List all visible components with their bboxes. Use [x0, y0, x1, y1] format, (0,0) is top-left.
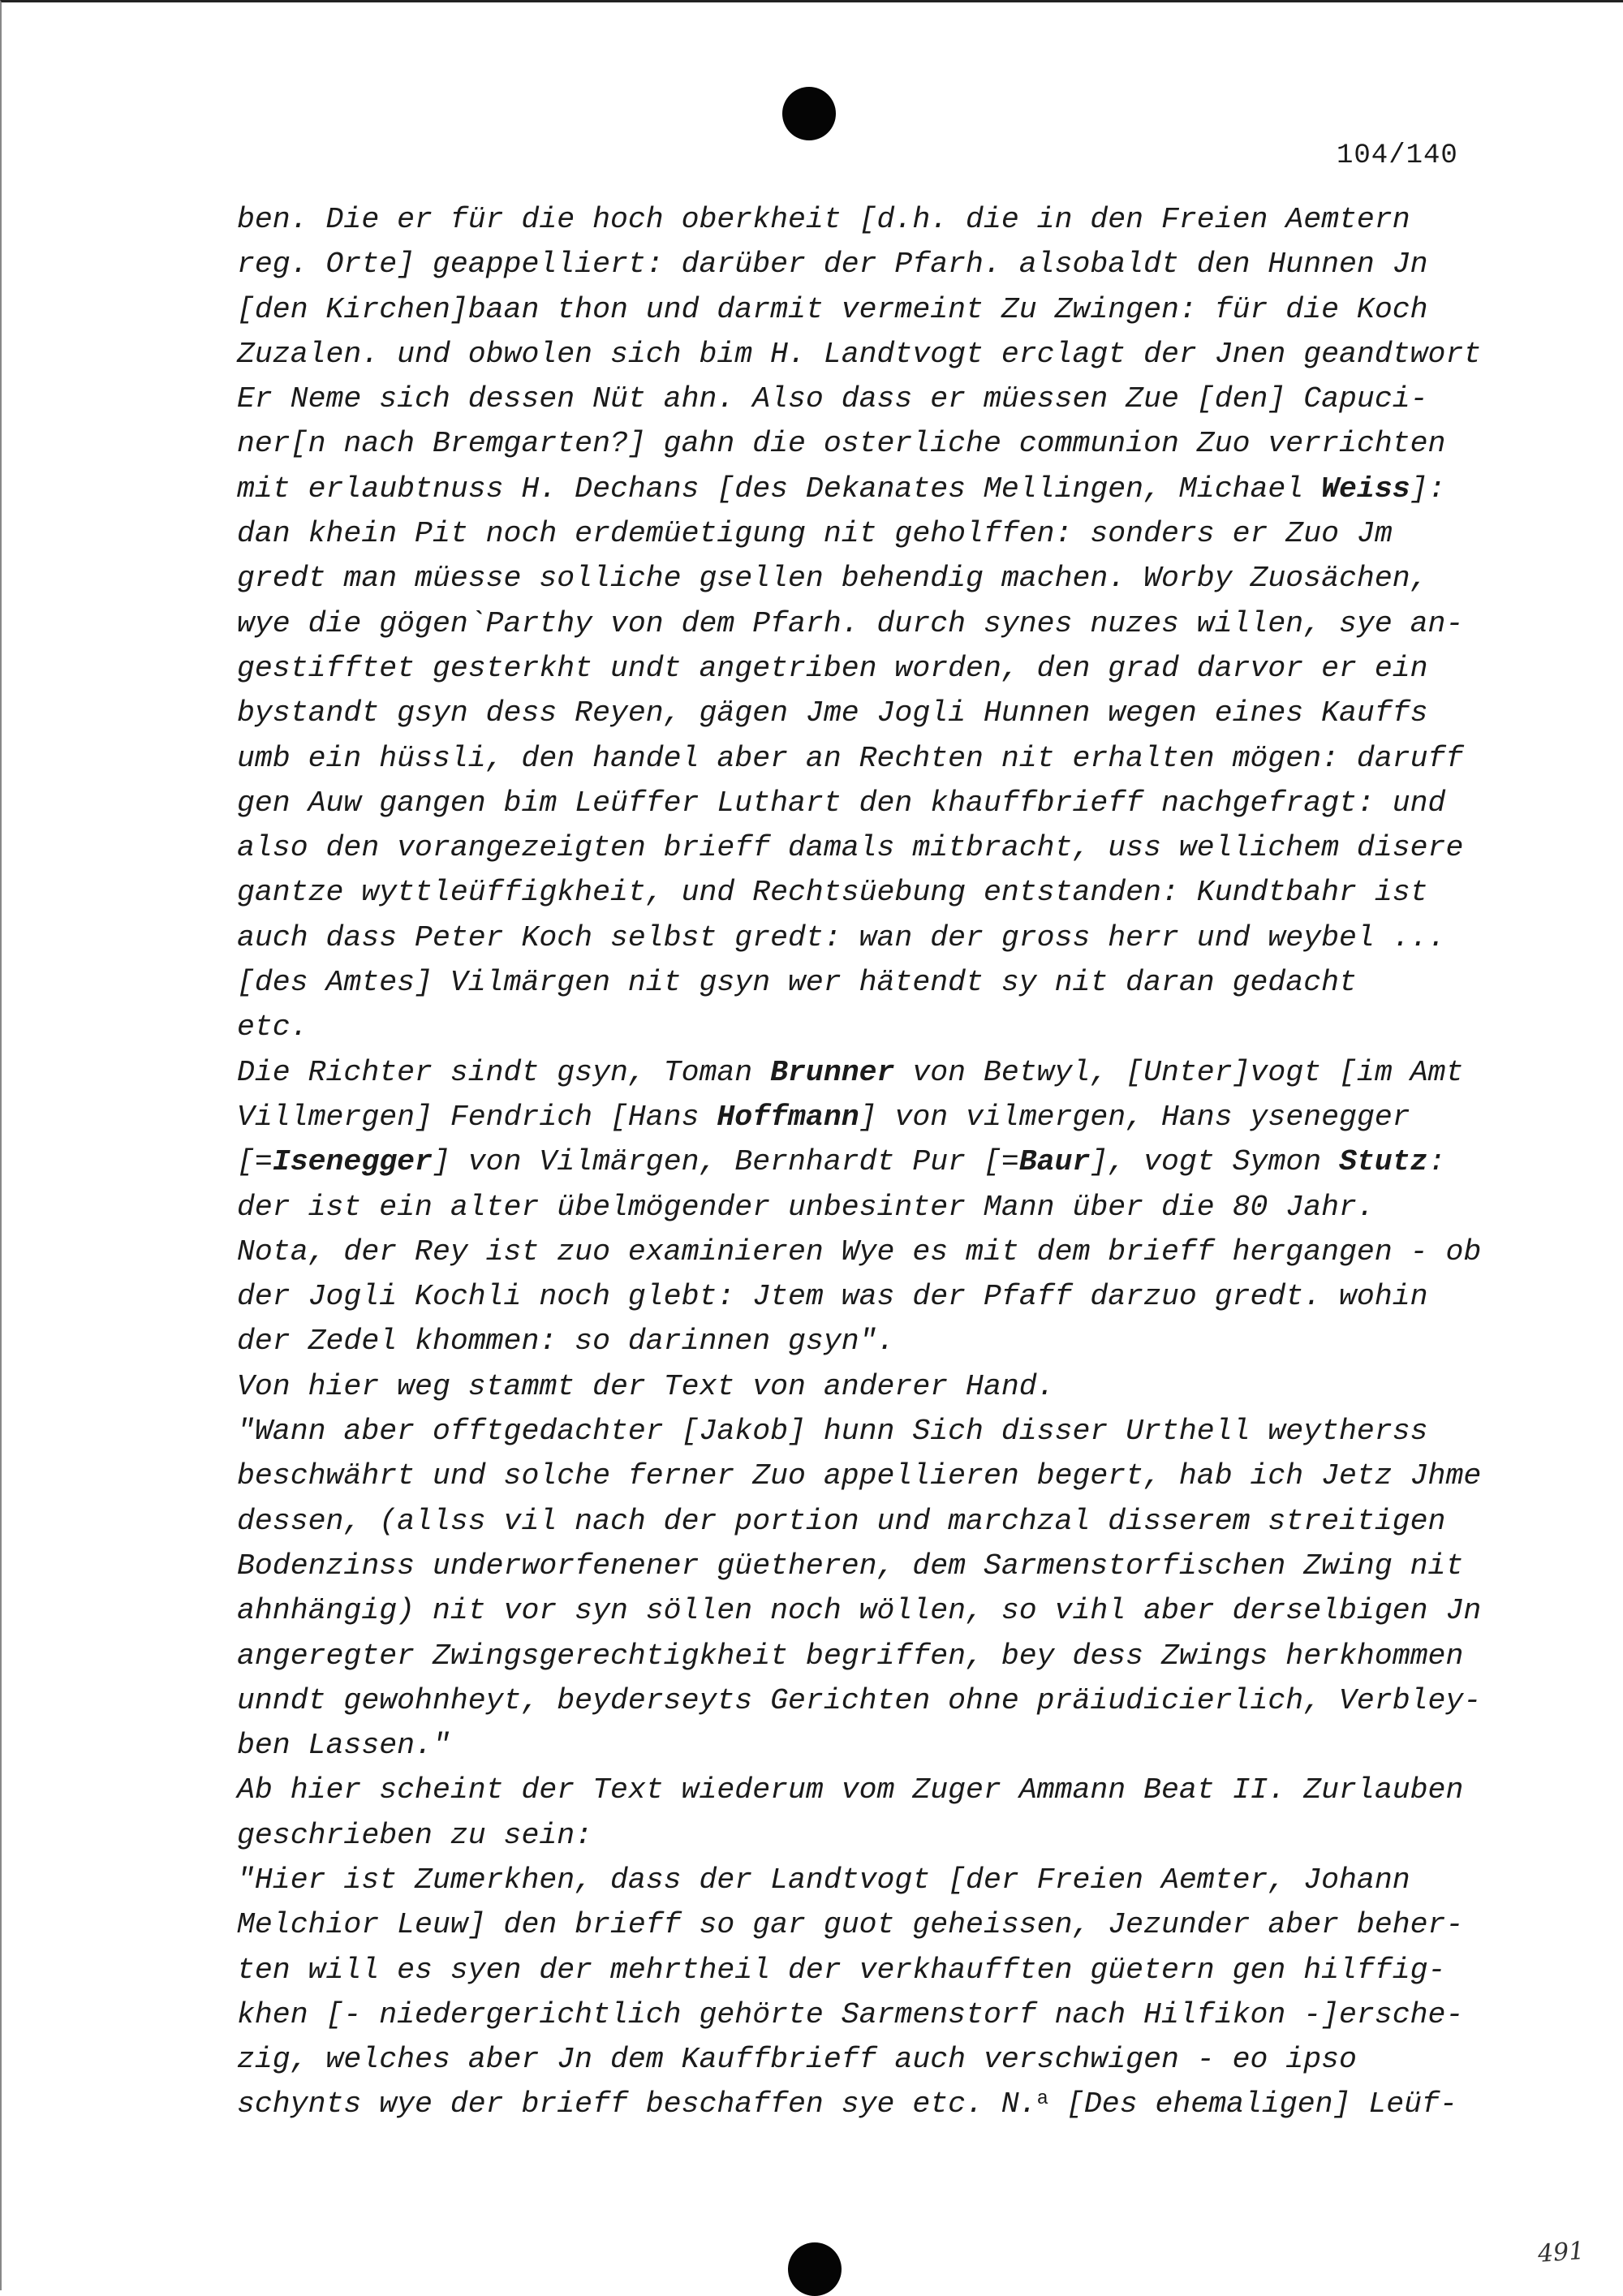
text-segment: ], vogt Symon — [1090, 1145, 1340, 1179]
text-line — [237, 1274, 1503, 1319]
text-segment: : — [1427, 1145, 1446, 1179]
text-segment: ner[n nach Bremgarten?] gahn die osterliche communion Zuo verrichten — [237, 427, 1446, 461]
text-segment: gantze wyttleüffigkheit, und Rechtsüebung entstanden: Kundtbahr ist — [237, 876, 1428, 910]
text-line — [237, 1139, 1503, 1184]
text-line — [237, 332, 1503, 377]
text-line — [237, 646, 1503, 691]
text-segment: Von hier weg stammt der Text von anderer Hand. — [237, 1369, 1055, 1403]
text-line — [237, 1813, 1503, 1858]
text-segment: der Zedel khommen: so darinnen gsyn". — [237, 1325, 895, 1359]
text-line — [237, 1230, 1503, 1274]
text-segment: zig, welches aber Jn dem Kauffbrieff auch verschwigen - eo ipso — [237, 2043, 1357, 2077]
text-line — [237, 1499, 1503, 1544]
bold-name: Hoffmann — [717, 1100, 859, 1134]
text-segment: gestifftet gesterkht undt angetriben worden, den grad darvor er ein — [237, 651, 1428, 685]
text-segment: dan khein Pit noch erdemüetigung nit geholffen: sonders er Zuo Jm — [237, 517, 1393, 551]
text-segment: beschwährt und solche ferner Zuo appellieren begert, hab ich Jetz Jhme — [237, 1459, 1482, 1493]
text-segment: mit erlaubtnuss H. Dechans [des Dekanates Mellingen, Michael — [237, 472, 1322, 506]
bold-name: Stutz — [1339, 1145, 1428, 1179]
text-segment: Villmergen] Fendrich [Hans — [237, 1100, 717, 1134]
text-line — [237, 467, 1503, 511]
bold-name: Baur — [1018, 1145, 1091, 1179]
text-segment: ] von vilmergen, Hans ysenegger — [859, 1100, 1410, 1134]
text-line — [237, 2082, 1503, 2126]
text-segment: der ist ein alter übelmögender unbesinter Mann über die 80 Jahr. — [237, 1190, 1375, 1224]
punch-hole-bottom — [788, 2242, 842, 2296]
text-segment: Er Neme sich dessen Nüt ahn. Also dass er müessen Zue [den] Capuci- — [237, 382, 1428, 416]
text-line — [237, 1948, 1503, 1992]
text-line — [237, 242, 1503, 286]
text-line — [237, 421, 1503, 466]
bold-name: Weiss — [1321, 472, 1410, 506]
text-line — [237, 1050, 1503, 1095]
text-line — [237, 960, 1503, 1005]
text-line — [237, 1678, 1503, 1723]
text-line — [237, 1409, 1503, 1454]
text-line — [237, 1588, 1503, 1633]
text-line — [237, 1544, 1503, 1588]
text-segment: [des Amtes] Vilmärgen nit gsyn wer hätendt sy nit daran gedacht — [237, 966, 1357, 1000]
text-line — [237, 870, 1503, 915]
text-segment: Die Richter sindt gsyn, Toman — [237, 1055, 771, 1089]
text-segment: von Betwyl, [Unter]vogt [im Amt — [894, 1055, 1464, 1089]
text-line — [237, 1902, 1503, 1947]
handwritten-page-mark: 491 — [1536, 2237, 1586, 2268]
text-segment: dessen, (allss vil nach der portion und marchzal disserem streitigen — [237, 1504, 1446, 1538]
text-segment: Bodenzinss underworfenener güetheren, dem Sarmenstorfischen Zwing nit — [237, 1549, 1464, 1583]
text-segment: ahnhängig) nit vor syn söllen noch wöllen, so vihl aber derselbigen Jn — [237, 1594, 1482, 1628]
page-number: 104/140 — [1337, 140, 1458, 171]
text-segment: reg. Orte] geappelliert: darüber der Pfarh. alsobaldt den Hunnen Jn — [237, 248, 1428, 282]
text-line — [237, 556, 1503, 601]
text-segment: Ab hier scheint der Text wiederum vom Zuger Ammann Beat II. Zurlauben — [237, 1773, 1464, 1807]
text-line — [237, 287, 1503, 332]
text-segment: geschrieben zu sein: — [237, 1818, 593, 1852]
text-segment: auch dass Peter Koch selbst gredt: wan der gross herr und weybel ... — [237, 920, 1446, 954]
text-segment: also den vorangezeigten brieff damals mitbracht, uss wellichem disere — [237, 831, 1464, 865]
text-line — [237, 915, 1503, 960]
text-line — [237, 601, 1503, 646]
text-segment: etc. — [237, 1010, 308, 1045]
text-line — [237, 1095, 1503, 1139]
text-line — [237, 691, 1503, 735]
text-segment: Melchior Leuw] den brieff so gar guot geheissen, Jezunder aber beher- — [237, 1908, 1464, 1942]
document-body-text — [237, 197, 1503, 2127]
text-line — [237, 1723, 1503, 1768]
bold-name: Brunner — [770, 1055, 895, 1089]
text-segment: ten will es syen der mehrtheil der verkhaufften güetern gen hilffig- — [237, 1953, 1446, 1987]
text-segment: [= — [237, 1145, 273, 1179]
text-line — [237, 1992, 1503, 2037]
text-segment: "Wann aber offtgedachter [Jakob] hunn Sich disser Urthell weytherss — [237, 1415, 1428, 1449]
text-segment: "Hier ist Zumerkhen, dass der Landtvogt [der Freien Aemter, Johann — [237, 1863, 1410, 1897]
text-line — [237, 736, 1503, 781]
text-line — [237, 1634, 1503, 1678]
text-segment: Zuzalen. und obwolen sich bim H. Landtvogt erclagt der Jnen geandtwort — [237, 337, 1482, 371]
text-segment: wye die gögen`Parthy von dem Pfarh. durch synes nuzes willen, sye an- — [237, 606, 1464, 640]
text-segment: ben. Die er für die hoch oberkheit [d.h. die in den Freien Aemtern — [237, 203, 1410, 236]
text-segment: gredt man müesse solliche gsellen behendig machen. Worby Zuosächen, — [237, 562, 1428, 596]
text-segment: ]: — [1410, 472, 1446, 506]
text-line — [237, 1364, 1503, 1409]
bold-name: Isenegger — [272, 1145, 433, 1179]
text-line — [237, 2037, 1503, 2082]
text-segment: gen Auw gangen bim Leüffer Luthart den khauffbrieff nachgefragt: und — [237, 786, 1446, 820]
text-line — [237, 781, 1503, 825]
text-line — [237, 1319, 1503, 1363]
text-segment: Nota, der Rey ist zuo examinieren Wye es mit dem brieff hergangen - ob — [237, 1234, 1482, 1269]
text-segment: ben Lassen." — [237, 1729, 450, 1763]
text-segment: schynts wye der brieff beschaffen sye etc. N. — [237, 2087, 1037, 2122]
text-segment: [Des ehemaligen] Leüf- — [1048, 2087, 1457, 2122]
text-line — [237, 511, 1503, 556]
text-segment: bystandt gsyn dess Reyen, gägen Jme Jogli Hunnen wegen eines Kauffs — [237, 696, 1428, 730]
text-line — [237, 197, 1503, 242]
text-segment: ] von Vilmärgen, Bernhardt Pur [= — [432, 1145, 1019, 1179]
text-segment: unndt gewohnheyt, beyderseyts Gerichten ohne präiudicierlich, Verbley- — [237, 1683, 1482, 1717]
text-segment: der Jogli Kochli noch glebt: Jtem was der Pfaff darzuo gredt. wohin — [237, 1280, 1428, 1314]
text-segment: khen [- niedergerichtlich gehörte Sarmenstorf nach Hilfikon -]ersche- — [237, 1997, 1464, 2031]
text-line — [237, 1454, 1503, 1498]
text-segment: umb ein hüssli, den handel aber an Rechten nit erhalten mögen: daruff — [237, 741, 1464, 775]
text-line — [237, 1858, 1503, 1902]
text-line — [237, 1768, 1503, 1812]
superscript-note: a — [1036, 2088, 1049, 2111]
text-line — [237, 1185, 1503, 1230]
punch-hole-top — [782, 87, 836, 140]
text-line — [237, 825, 1503, 870]
text-segment: angeregter Zwingsgerechtigkheit begriffen, bey dess Zwings herkhommen — [237, 1639, 1464, 1673]
text-segment: [den Kirchen]baan thon und darmit vermeint Zu Zwingen: für die Koch — [237, 292, 1428, 326]
text-line — [237, 377, 1503, 421]
text-line — [237, 1005, 1503, 1049]
